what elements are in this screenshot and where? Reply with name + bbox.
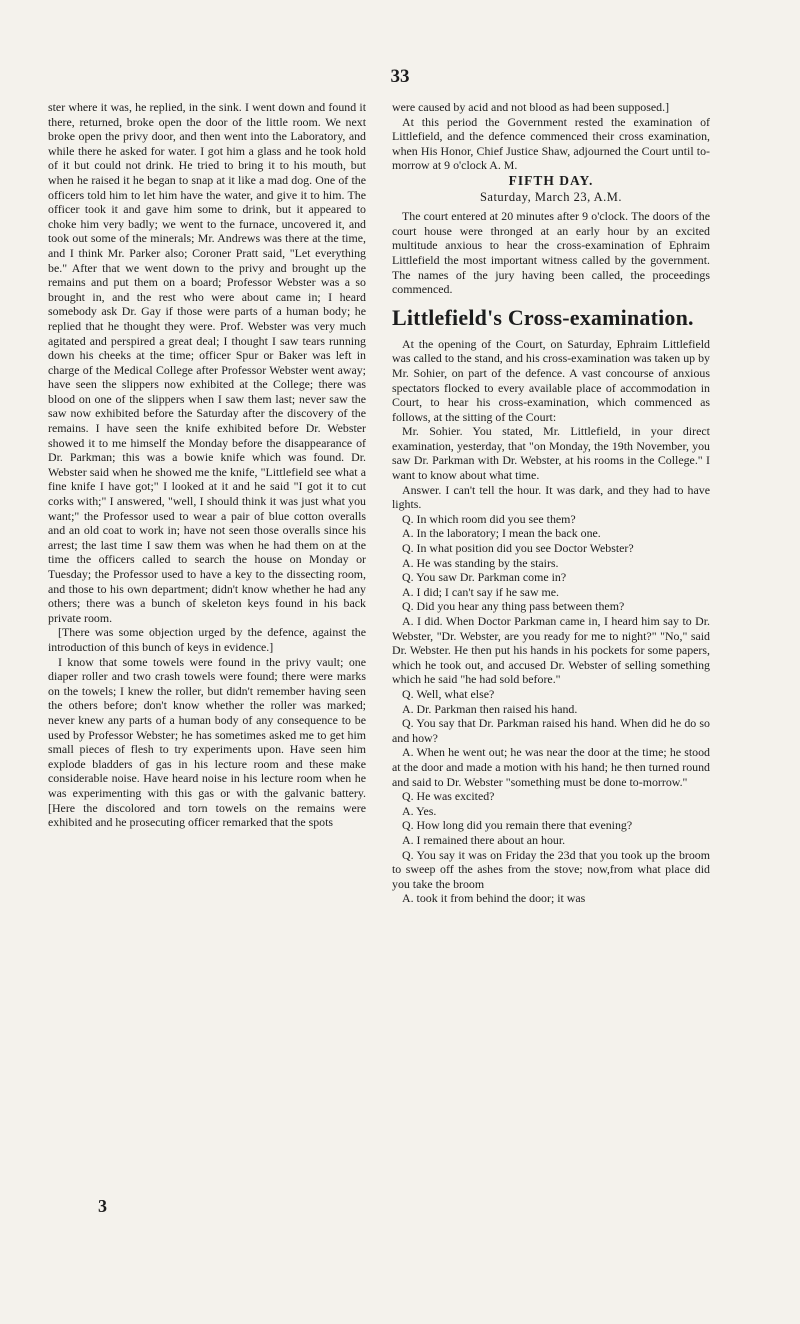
page-number: 33 (390, 66, 410, 87)
paragraph: ster where it was, he replied, in the sink. I went down and found it there, returned, broke open the door of the little room. We next broke open the privy door, and then went into the Laboratory, and while there he asked for water. I got him a glass and he took hold of it but could not drink. He tried to bring it to his mouth, but when he raised it he began to snap at it like a mad dog. One of the officers told him to let him have the water, and give it to him. The officer took it and gave him some to drink, but it appeared to choke him very badly; we went to the furnace, uncovered it, and took out some of the minerals; Mr. Andrews was there at the time, and I think Mr. Parker also; Coroner Pratt said, "Let everything be." After that we went down to the privy and brought up the remains and put them on a board; Professor Webster was a so brought in, and the rest who were about came in; I heard somebody ask Dr. Gay if those were parts of a human body; he replied that he thought they were. Prof. Webster was very much agitated and perspired a great deal; I thought I saw tears running down his cheeks at the time; officer Spur or Baker was left in charge of the Medical College after Professor Webster went away; have seen the slippers now exhibited at the College; there was blood on one of the slippers when I saw them last; never saw the saw now exhibited before the Saturday after the discovery of the remains. I have seen the knife exhibited before Dr. Webster showed it to me himself the Monday before the disappearance of Dr. Parkman; this was a bowie knife which was found. Dr. Webster said when he showed me the knife, "Littlefield see what a fine knife I have got;" I looked at it and he said "I got it to cut corks with;" I answered, "well, I should think it was just what you want;" the Professor used to wear a pair of blue cotton overalls and an old coat to work in; have not seen those overalls since his arrest; the last time I saw them was when he had them on at the time the officers called to search the house on Monday or Tuesday; the Professor used to have a key to the dissecting room, and those to his own department; didn't know whether he had any others; there was a bunch of skeleton keys found in his back private room. (48, 100, 366, 625)
qa-line: Q. In which room did you see them? (402, 511, 576, 526)
qa-line: Q. You saw Dr. Parkman come in? (402, 570, 567, 585)
dateline: Saturday, March 23, A.M. (479, 189, 623, 204)
qa-line: Q. You say that Dr. Parkman raised his hand. When did he do so and how? (392, 716, 710, 745)
signature-mark: 3 (98, 1196, 107, 1216)
paragraph: I know that some towels were found in the privy vault; one diaper roller and two crash towels were found; there were marks on the towels; I knew the roller, but didn't remember having seen the others before; don't know whether the roller was marked; never knew any parts of a human body of any consequence to be used by Professor Webster; he has sometimes asked me to get him small pieces of flesh to try experiments upon. Have seen him explode bladders of gas in his lecture room and these make considerable noise. Have heard noise in his lecture room when he was experimenting with this gas or with the galvanic battery. [Here the discolored and torn towels on the remains were exhibited and he prosecuting officer remarked that the spots (48, 654, 366, 830)
paragraph: At this period the Government rested the examination of Littlefield, and the defence commenced their cross examination, when His Honor, Chief Justice Shaw, adjourned the Court until to-morrow at 9 o'clock A. M. (392, 114, 710, 173)
qa-line: A. took it from behind the door; it was (402, 891, 586, 906)
qa-line: Answer. I can't tell the hour. It was dark, and they had to have lights. (392, 482, 710, 512)
paragraph: [There was some objection urged by the defence, against the introduction of this bunch of keys in evidence.] (48, 625, 366, 654)
qa-line: A. In the laboratory; I mean the back one. (402, 526, 601, 541)
qa-line: Q. He was excited? (402, 789, 495, 804)
paragraph: The court entered at 20 minutes after 9 o'clock. The doors of the court house were thronged at an early hour by an excited multitude anxious to hear the cross-examination of Ephraim Littlefield the most important witness called by the government. The names of the jury having been called, the proceedings commenced. (392, 209, 710, 297)
qa-line: Q. How long did you remain there that evening? (402, 818, 633, 833)
qa-line: A. I remained there about an hour. (402, 832, 566, 847)
paragraph: Mr. Sohier. You stated, Mr. Littlefield, in your direct examination, yesterday, that "on Monday, the 19th November, you saw Dr. Parkman with Dr. Webster, at his rooms in the College." I want to know about what time. (392, 424, 710, 483)
qa-line: Q. In what position did you see Doctor Webster? (402, 541, 634, 556)
qa-line: A. Yes. (402, 803, 437, 818)
qa-line: Q. Did you hear any thing pass between them? (402, 599, 625, 614)
qa-line: A. I did; I can't say if he saw me. (402, 584, 560, 599)
qa-line: Q. You say it was on Friday the 23d that you took up the broom to sweep off the ashes from the stove; now,from what place did you take the broom (392, 847, 710, 891)
left-column (48, 100, 366, 830)
right-column (392, 100, 710, 906)
section-heading: Littlefield's Cross-examination. (392, 304, 694, 330)
day-heading: FIFTH DAY. (508, 172, 594, 188)
cross-examination-text (392, 337, 710, 906)
qa-line: A. Dr. Parkman then raised his hand. (402, 701, 578, 716)
qa-line: A. I did. When Doctor Parkman came in, I heard him say to Dr. Webster, "Dr. Webster, are you ready for me to night?" "No," said Dr. Webster. He then put his hands in his pockets for some papers, which he took out, and accused Dr. Webster of selling something which he said "he had sold before." (392, 614, 710, 687)
paragraph: At the opening of the Court, on Saturday, Ephraim Littlefield was called to the stand, and his cross-examination was taken up by Mr. Sohier, on part of the defence. A vast concourse of anxious spectators flocked to every available place of accommodation in Court, to hear his cross-examination, which commenced as follows, at the sitting of the Court: (392, 336, 710, 424)
qa-line: A. When he went out; he was near the door at the time; he stood at the door and made a motion with his hand; he then turned round and said to Dr. Webster "something must be done to-morrow." (392, 745, 710, 789)
paragraph: were caused by acid and not blood as had been supposed.] (392, 100, 670, 114)
qa-line: Q. Well, what else? (402, 686, 495, 701)
qa-line: A. He was standing by the stairs. (402, 555, 559, 570)
